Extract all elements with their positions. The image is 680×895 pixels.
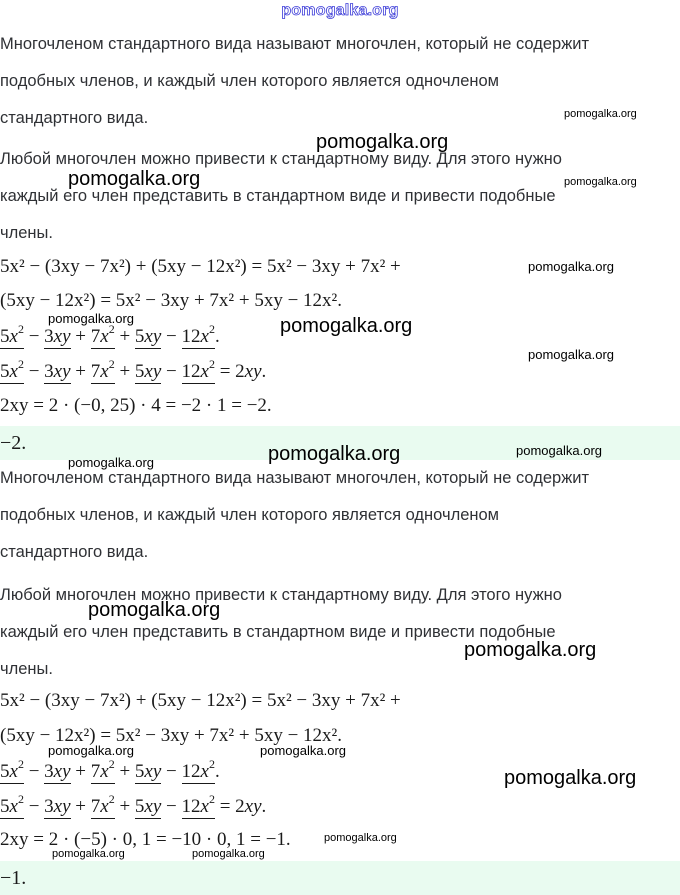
equation-simplified: $5x^2 - 3xy + 7x^2 + 5xy - 12x^2 = 2xy$. (0, 792, 267, 817)
equation-evaluate: 2xy = 2 · (−0, 25) · 4 = −2 · 1 = −2. (0, 395, 272, 416)
watermark: pomogalka.org (48, 311, 134, 326)
watermark: pomogalka.org (564, 108, 637, 120)
equation-evaluate: 2xy = 2 · (−5) · 0, 1 = −10 · 0, 1 = −1. (0, 829, 291, 850)
watermark: pomogalka.org (564, 176, 637, 188)
text-line: Любой многочлен можно привести к стандартному виду. Для этого нужно (0, 150, 562, 168)
text-line: стандартного вида. (0, 543, 149, 561)
text-line: подобных членов, и каждый член которого является одночленом (0, 506, 500, 524)
equation-underlined: $5x^2 - 3xy + 7x^2 + 5xy - 12x^2$. (0, 322, 220, 347)
equation-expand-cont: (5xy − 12x²) = 5x² − 3xy + 7x² + 5xy − 12x². (0, 290, 342, 311)
watermark: pomogalka.org (516, 443, 602, 458)
answer-box: −1. (0, 861, 680, 895)
method-paragraph (0, 577, 676, 688)
header-watermark: pomogalka.org (281, 2, 399, 19)
text-line: Любой многочлен можно привести к стандартному виду. Для этого нужно (0, 586, 562, 604)
equation-expand: 5x² − (3xy − 7x²) + (5xy − 12x²) = 5x² − 3xy + 7x² + (0, 690, 401, 711)
answer-box: −2. (0, 426, 680, 460)
text-line: члены. (0, 660, 53, 678)
text-line: подобных членов, и каждый член которого является одночленом (0, 72, 500, 90)
method-paragraph (0, 141, 676, 252)
watermark: pomogalka.org (268, 443, 401, 465)
watermark: pomogalka.org (68, 168, 201, 190)
watermark: pomogalka.org (260, 743, 346, 758)
definition-paragraph (0, 26, 676, 137)
definition-paragraph (0, 460, 676, 571)
watermark: pomogalka.org (504, 767, 637, 789)
watermark: pomogalka.org (88, 599, 221, 621)
watermark: pomogalka.org (324, 832, 397, 844)
equation-expand-cont: (5xy − 12x²) = 5x² − 3xy + 7x² + 5xy − 12x². (0, 725, 342, 746)
text-line: Многочленом стандартного вида называют многочлен, который не содержит (0, 469, 590, 487)
equation-simplified: $5x^2 - 3xy + 7x^2 + 5xy - 12x^2 = 2xy$. (0, 357, 267, 382)
watermark: pomogalka.org (280, 315, 413, 337)
watermark: pomogalka.org (316, 131, 449, 153)
text-line: Многочленом стандартного вида называют многочлен, который не содержит (0, 35, 590, 53)
watermark: pomogalka.org (52, 848, 125, 860)
watermark: pomogalka.org (528, 347, 614, 362)
watermark: pomogalka.org (48, 743, 134, 758)
text-line: стандартного вида. (0, 109, 149, 127)
text-line: члены. (0, 224, 53, 242)
equation-expand: 5x² − (3xy − 7x²) + (5xy − 12x²) = 5x² − 3xy + 7x² + (0, 256, 401, 277)
watermark: pomogalka.org (68, 455, 154, 470)
watermark: pomogalka.org (464, 639, 597, 661)
watermark: pomogalka.org (528, 259, 614, 274)
watermark: pomogalka.org (192, 848, 265, 860)
text-line: каждый его член представить в стандартном виде и привести подобные (0, 187, 556, 205)
text-line: каждый его член представить в стандартном виде и привести подобные (0, 623, 556, 641)
equation-underlined: $5x^2 - 3xy + 7x^2 + 5xy - 12x^2$. (0, 757, 220, 782)
